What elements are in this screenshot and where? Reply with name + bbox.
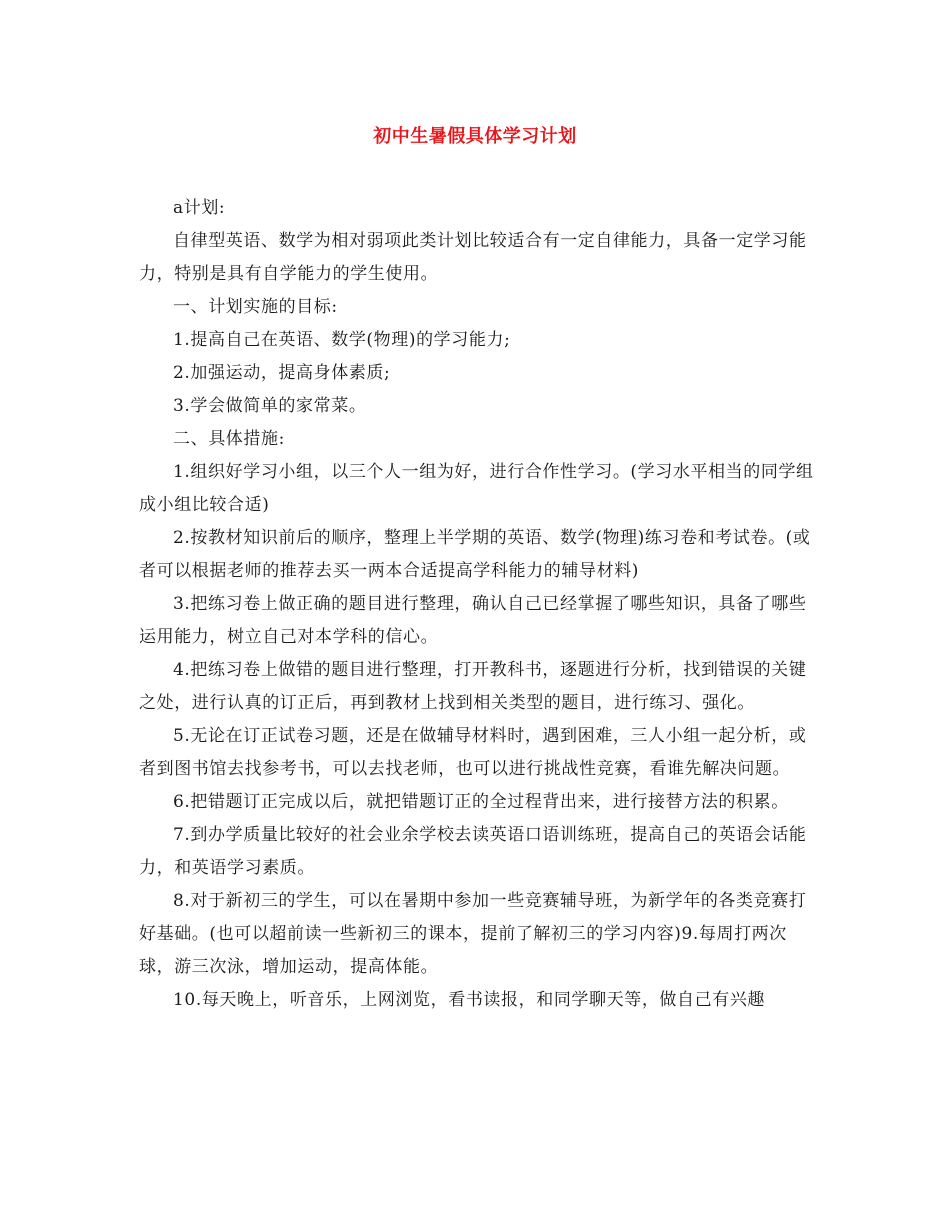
paragraph: 5.无论在订正试卷习题，还是在做辅导材料时，遇到困难，三人小组一起分析，或者到图书馆去找参考书，可以去找老师，也可以进行挑战性竞赛，看谁先解决问题。: [139, 726, 807, 779]
paragraph: 7.到办学质量比较好的社会业余学校去读英语口语训练班，提高自己的英语会话能力，和英语学习素质。: [139, 825, 807, 878]
paragraph: 3.学会做简单的家常菜。: [173, 396, 367, 416]
paragraph: 3.把练习卷上做正确的题目进行整理，确认自己已经掌握了哪些知识，具备了哪些运用能力，树立自己对本学科的信心。: [139, 594, 807, 647]
paragraph: 1.组织好学习小组，以三个人一组为好，进行合作性学习。(学习水平相当的同学组成小组比较合适): [139, 462, 814, 515]
document-body: [139, 192, 819, 1017]
paragraph: 2.加强运动，提高身体素质;: [173, 363, 391, 383]
paragraph: 自律型英语、数学为相对弱项此类计划比较适合有一定自律能力，具备一定学习能力，特别是具有自学能力的学生使用。: [139, 231, 807, 284]
paragraph: 6.把错题订正完成以后，就把错题订正的全过程背出来，进行接替方法的积累。: [173, 792, 789, 812]
paragraph: 8.对于新初三的学生，可以在暑期中参加一些竞赛辅导班，为新学年的各类竞赛打好基础。(也可以超前读一些新初三的课本，提前了解初三的学习内容)9.每周打两次球，游三次泳，增加运动，提高体能。: [139, 891, 807, 977]
paragraph: 二、具体措施:: [173, 429, 285, 449]
paragraph: 4.把练习卷上做错的题目进行整理，打开教科书，逐题进行分析，找到错误的关键之处，进行认真的订正后，再到教材上找到相关类型的题目，进行练习、强化。: [139, 660, 807, 713]
paragraph: a计划:: [173, 198, 226, 218]
paragraph: 一、计划实施的目标:: [173, 297, 338, 317]
paragraph: 2.按教材知识前后的顺序，整理上半学期的英语、数学(物理)练习卷和考试卷。(或者可以根据老师的推荐去买一两本合适提高学科能力的辅导材料): [139, 528, 811, 581]
document-title: 初中生暑假具体学习计划: [373, 126, 577, 147]
paragraph: 10.每天晚上，听音乐，上网浏览，看书读报，和同学聊天等，做自己有兴趣: [173, 990, 766, 1010]
paragraph: 1.提高自己在英语、数学(物理)的学习能力;: [173, 330, 511, 350]
